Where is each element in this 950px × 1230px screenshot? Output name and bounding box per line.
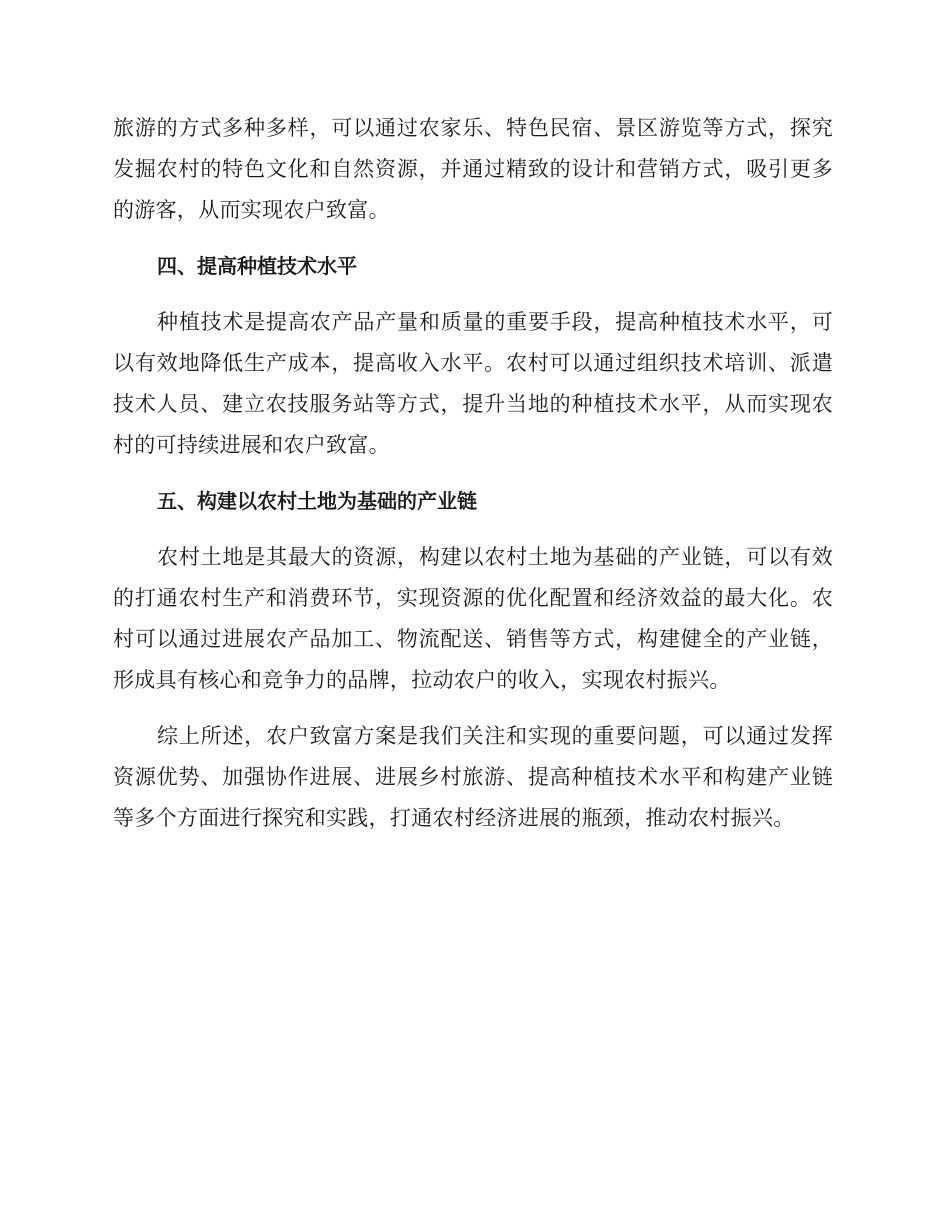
paragraph-tourism-continued: 旅游的方式多种多样，可以通过农家乐、特色民宿、景区游览等方式，探究发掘农村的特色文化和自然资源，并通过精致的设计和营销方式，吸引更多的游客，从而实现农户致富。 [113,116,833,222]
section-heading-industry-chain: 五、构建以农村土地为基础的产业链 [157,489,477,513]
paragraph-planting-technology: 种植技术是提高农产品产量和质量的重要手段，提高种植技术水平，可以有效地降低生产成本，提高收入水平。农村可以通过组织技术培训、派遣技术人员、建立农技服务站等方式，提升当地的种植技术水平，从而实现农村的可持续进展和农户致富。 [113,310,833,457]
paragraph-industry-chain: 农村土地是其最大的资源，构建以农村土地为基础的产业链，可以有效的打通农村生产和消费环节，实现资源的优化配置和经济效益的最大化。农村可以通过进展农产品加工、物流配送、销售等方式，构建健全的产业链，形成具有核心和竞争力的品牌，拉动农户的收入，实现农村振兴。 [113,545,833,692]
paragraph-conclusion: 综上所述，农户致富方案是我们关注和实现的重要问题，可以通过发挥资源优势、加强协作进展、进展乡村旅游、提高种植技术水平和构建产业链等多个方面进行探究和实践，打通农村经济进展的瓶颈，推动农村振兴。 [113,724,833,830]
document-body [113,108,833,839]
section-heading-planting-technology: 四、提高种植技术水平 [157,254,357,278]
